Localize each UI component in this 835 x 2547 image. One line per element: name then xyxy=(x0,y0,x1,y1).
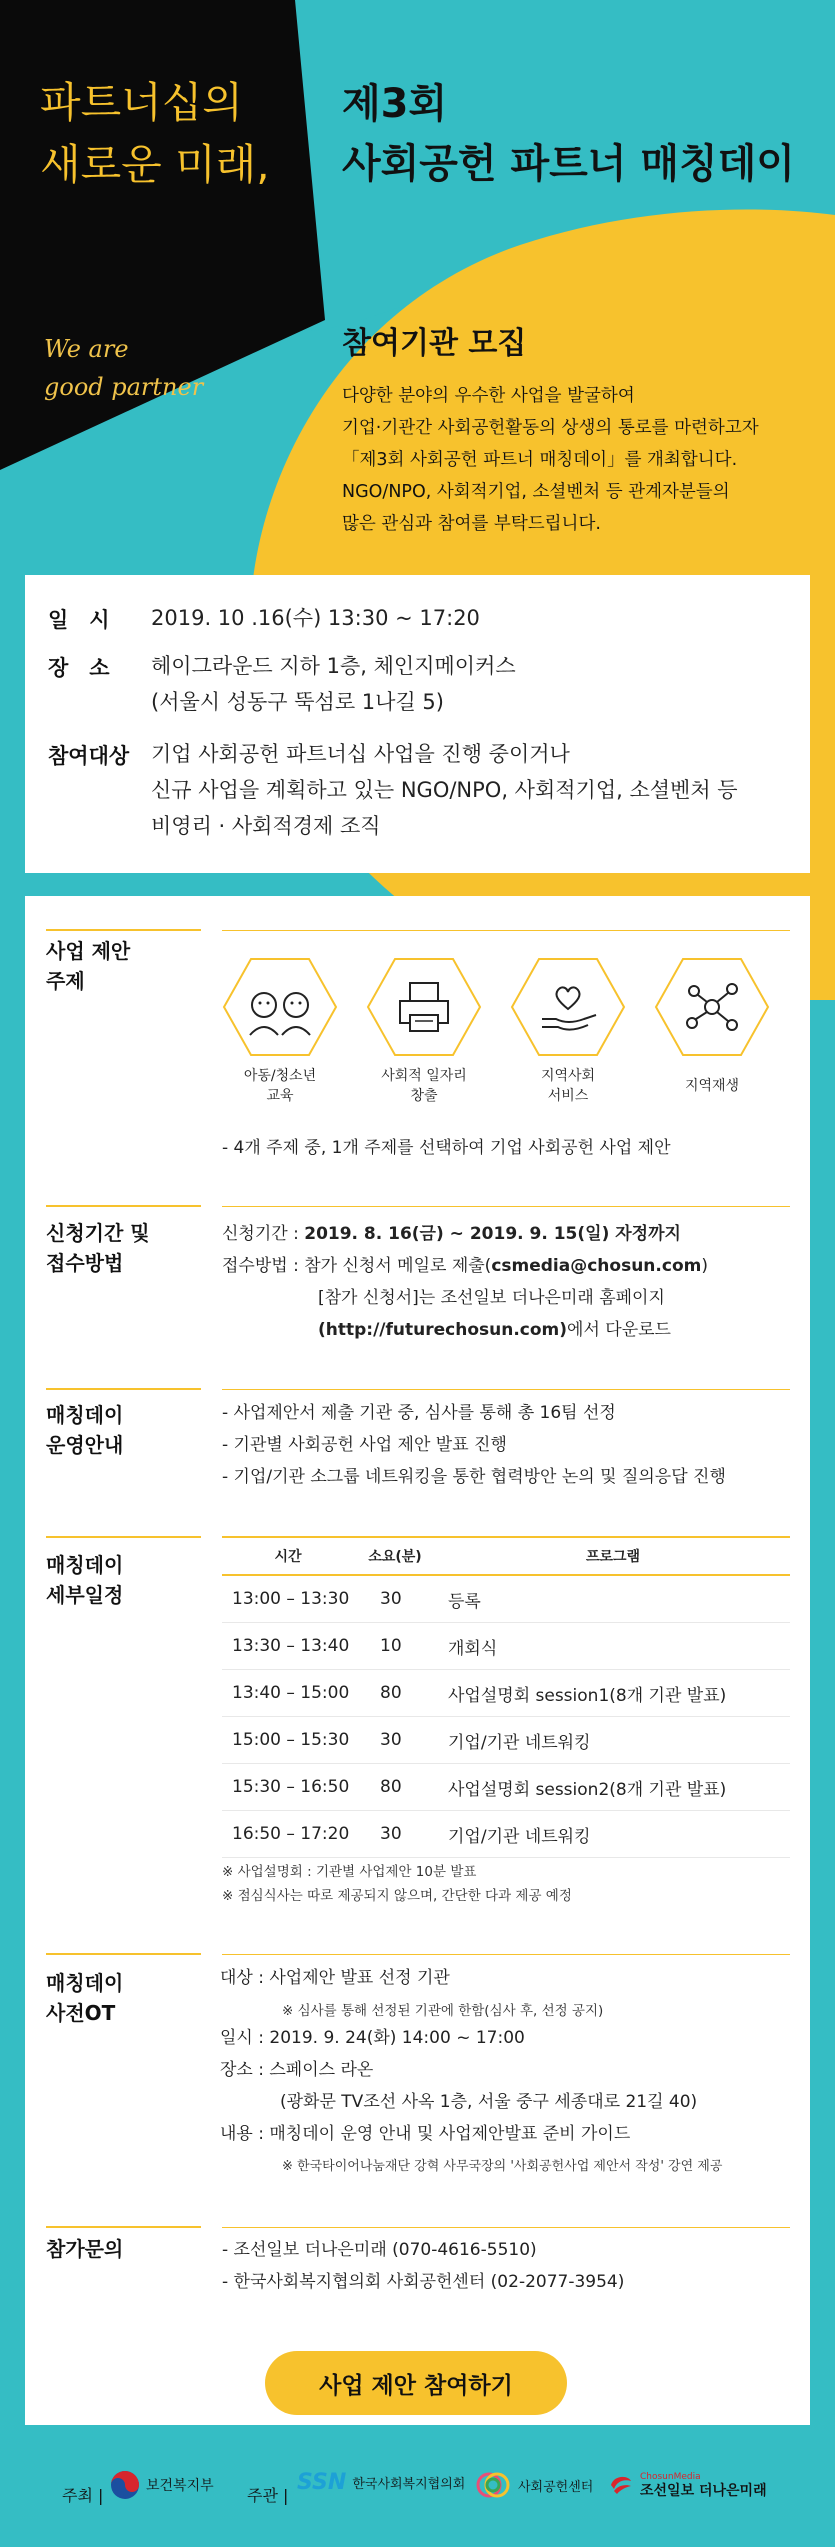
section-divider xyxy=(46,1205,201,1207)
program-cell: 기업/기관 네트워킹 xyxy=(436,1811,790,1858)
program-cell: 사업설명회 session2(8개 기관 발표) xyxy=(436,1764,790,1811)
children-icon xyxy=(222,957,338,1057)
topic-label: 아동/청소년 교육 xyxy=(243,1068,317,1104)
schedule-note: ※ 사업설명회 : 기관별 사업제안 10분 발표 xyxy=(222,1864,477,1880)
ssn-name: 한국사회복지협의회 xyxy=(352,2477,466,2492)
table-row xyxy=(222,1811,790,1858)
operation-item: - 사업제안서 제출 기관 중, 심사를 통해 총 16팀 선정 xyxy=(222,1403,616,1423)
operation-list xyxy=(222,1397,726,1493)
ssn-mark: SSN xyxy=(297,2470,347,2495)
program-cell: 개회식 xyxy=(436,1623,790,1670)
target-line: 신규 사업을 계획하고 있는 NGO/NPO, 사회적기업, 소셜벤처 등 xyxy=(151,778,738,802)
place-line: (서울시 성동구 뚝섬로 1나길 5) xyxy=(151,690,444,714)
method-row xyxy=(222,1250,708,1282)
place-value xyxy=(151,648,516,720)
download-line: [참가 신청서]는 조선일보 더나은미래 홈페이지 xyxy=(318,1288,665,1308)
intro-line: NGO/NPO, 사회적기업, 소셜벤처 등 관계자분들의 xyxy=(342,482,730,502)
apply-button[interactable]: 사업 제안 참여하기 xyxy=(265,2351,567,2415)
chosun-name: 조선일보 더나은미래 xyxy=(640,2483,767,2499)
intro-line: 다양한 분야의 우수한 사업을 발굴하여 xyxy=(342,386,635,406)
method-text: 참가 신청서 메일로 제출( xyxy=(304,1256,492,1276)
place-line: 헤이그라운드 지하 1층, 체인지메이커스 xyxy=(151,654,516,678)
time-cell: 15:00 – 15:30 xyxy=(222,1717,354,1764)
section-divider xyxy=(46,1388,201,1390)
topic-label: 지역사회 서비스 xyxy=(540,1068,596,1104)
section-rule xyxy=(222,930,790,931)
contact-list xyxy=(222,2234,624,2298)
time-cell: 16:50 – 17:20 xyxy=(222,1811,354,1858)
section-title-line: 운영안내 xyxy=(46,1433,124,1457)
program-cell: 사업설명회 session1(8개 기관 발표) xyxy=(436,1670,790,1717)
section-title-line: 신청기간 및 xyxy=(46,1221,150,1245)
intro-line: 기업·기관간 사회공헌활동의 상생의 통로를 마련하고자 xyxy=(342,418,759,438)
section-divider xyxy=(46,929,201,931)
homepage-link[interactable]: (http://futurechosun.com) xyxy=(318,1320,568,1340)
mohw-emblem-icon xyxy=(110,2470,140,2500)
section-title-line: 사전OT xyxy=(46,2001,116,2025)
section-title-line: 매칭데이 xyxy=(46,1403,124,1427)
schedule-title xyxy=(46,1550,123,1610)
recruit-title: 참여기관 모집 xyxy=(342,326,527,361)
schedule-note: ※ 점심식사는 따로 제공되지 않으며, 간단한 다과 제공 예정 xyxy=(222,1888,572,1904)
contact-item: - 조선일보 더나은미래 (070-4616-5510) xyxy=(222,2240,537,2260)
section-divider xyxy=(46,1953,201,1955)
center-logo xyxy=(474,2470,593,2500)
hero-slogan xyxy=(40,72,270,196)
section-title-line: 접수방법 xyxy=(46,1251,124,1275)
ot-content: 내용 : 매칭데이 운영 안내 및 사업제안발표 준비 가이드 xyxy=(220,2124,631,2144)
duration-cell: 30 xyxy=(354,1575,436,1623)
ot-place: 장소 : 스페이스 라온 xyxy=(220,2060,374,2080)
section-rule xyxy=(222,1206,790,1207)
target-line: 기업 사회공헌 파트너십 사업을 진행 중이거나 xyxy=(151,742,570,766)
duration-cell: 30 xyxy=(354,1811,436,1858)
method-text: ) xyxy=(701,1256,708,1276)
section-title-line: 주제 xyxy=(46,969,85,993)
email-link[interactable]: csmedia@chosun.com xyxy=(491,1256,702,1276)
chosun-logo xyxy=(608,2470,767,2498)
place-label: 장 소 xyxy=(48,656,110,680)
section-title-line: 세부일정 xyxy=(46,1583,124,1607)
target-line: 비영리 · 사회적경제 조직 xyxy=(151,814,381,838)
table-row xyxy=(222,1575,790,1623)
download-text: 에서 다운로드 xyxy=(567,1320,671,1340)
period-row xyxy=(222,1218,681,1250)
host-name: 보건복지부 xyxy=(146,2478,214,2494)
ot-target-note: ※ 심사를 통해 선정된 기관에 한함(심사 후, 선정 공지) xyxy=(282,2003,604,2019)
chosun-media-text: ChosunMedia xyxy=(640,2472,701,2482)
intro-text xyxy=(342,380,759,540)
center-name: 사회공헌센터 xyxy=(518,2479,594,2495)
column-header: 시간 xyxy=(222,1537,354,1575)
table-row xyxy=(222,1670,790,1717)
operation-item: - 기관별 사회공헌 사업 제안 발표 진행 xyxy=(222,1435,507,1455)
ot-date: 일시 : 2019. 9. 24(화) 14:00 ~ 17:00 xyxy=(220,2028,525,2048)
date-label: 일 시 xyxy=(48,608,110,632)
event-title-line: 제3회 xyxy=(342,81,448,127)
apply-title xyxy=(46,1218,150,1278)
slogan-line: 파트너십의 xyxy=(40,78,243,127)
ssn-logo xyxy=(297,2470,465,2495)
contact-title: 참가문의 xyxy=(46,2237,124,2261)
printer-icon xyxy=(366,957,482,1057)
duration-cell: 10 xyxy=(354,1623,436,1670)
section-divider xyxy=(46,2226,201,2228)
column-header: 소요(분) xyxy=(354,1537,436,1575)
time-cell: 13:40 – 15:00 xyxy=(222,1670,354,1717)
script-tagline xyxy=(44,330,203,406)
heart-hand-icon xyxy=(510,957,626,1057)
intro-line: 많은 관심과 참여를 부탁드립니다. xyxy=(342,514,601,534)
section-divider xyxy=(46,1536,201,1538)
section-title-line: 매칭데이 xyxy=(46,1553,124,1577)
table-row xyxy=(222,1764,790,1811)
event-title xyxy=(342,74,795,194)
table-row xyxy=(222,1623,790,1670)
period-value: 2019. 8. 16(금) ~ 2019. 9. 15(일) 자정까지 xyxy=(304,1224,681,1244)
target-value xyxy=(151,736,738,844)
duration-cell: 80 xyxy=(354,1764,436,1811)
ot-target: 대상 : 사업제안 발표 선정 기관 xyxy=(220,1968,450,1988)
topic-label: 사회적 일자리 창출 xyxy=(381,1068,467,1104)
section-rule xyxy=(222,2227,790,2228)
topics-title xyxy=(46,936,130,996)
program-cell: 등록 xyxy=(436,1575,790,1623)
tagline-line: good partner xyxy=(44,373,204,401)
table-header-row xyxy=(222,1537,790,1575)
method-label: 접수방법 : xyxy=(222,1256,299,1276)
pre-ot-title xyxy=(46,1968,123,2028)
schedule-table xyxy=(222,1536,790,1858)
time-cell: 13:00 – 13:30 xyxy=(222,1575,354,1623)
intro-line: 「제3회 사회공헌 파트너 매칭데이」를 개최합니다. xyxy=(342,450,738,470)
topic-label: 지역재생 xyxy=(684,1078,740,1094)
event-title-line: 사회공헌 파트너 매칭데이 xyxy=(342,141,795,187)
section-rule xyxy=(222,1389,790,1390)
network-icon xyxy=(654,957,770,1057)
target-label: 참여대상 xyxy=(48,744,130,768)
topics-note: - 4개 주제 중, 1개 주제를 선택하여 기업 사회공헌 사업 제안 xyxy=(222,1138,671,1158)
operation-item: - 기업/기관 소그룹 네트워킹을 통한 협력방안 논의 및 질의응답 진행 xyxy=(222,1467,726,1487)
table-row xyxy=(222,1717,790,1764)
column-header: 프로그램 xyxy=(436,1537,790,1575)
section-title-line: 매칭데이 xyxy=(46,1971,124,1995)
tagline-line: We are xyxy=(44,335,129,363)
ot-place-detail: (광화문 TV조선 사옥 1층, 서울 중구 세종대로 21길 40) xyxy=(280,2092,698,2112)
program-cell: 기업/기관 네트워킹 xyxy=(436,1717,790,1764)
date-value: 2019. 10 .16(수) 13:30 ~ 17:20 xyxy=(151,606,480,630)
period-label: 신청기간 : xyxy=(222,1224,299,1244)
time-cell: 15:30 – 16:50 xyxy=(222,1764,354,1811)
operation-title xyxy=(46,1400,123,1460)
organizer-label: 주관 | xyxy=(247,2486,289,2505)
duration-cell: 30 xyxy=(354,1717,436,1764)
download-row xyxy=(318,1314,671,1346)
slogan-line: 새로운 미래, xyxy=(40,140,270,189)
mohw-logo xyxy=(110,2470,214,2500)
time-cell: 13:30 – 13:40 xyxy=(222,1623,354,1670)
section-title-line: 사업 제안 xyxy=(46,939,131,963)
section-rule xyxy=(222,1954,790,1955)
duration-cell: 80 xyxy=(354,1670,436,1717)
host-label: 주최 | xyxy=(62,2486,104,2505)
contact-item: - 한국사회복지협의회 사회공헌센터 (02-2077-3954) xyxy=(222,2272,625,2292)
ot-content-note: ※ 한국타이어나눔재단 강혁 사무국장의 '사회공헌사업 제안서 작성' 강연 제공 xyxy=(282,2159,723,2174)
center-rings-icon xyxy=(474,2470,512,2500)
chosun-swoosh-icon xyxy=(608,2471,634,2497)
